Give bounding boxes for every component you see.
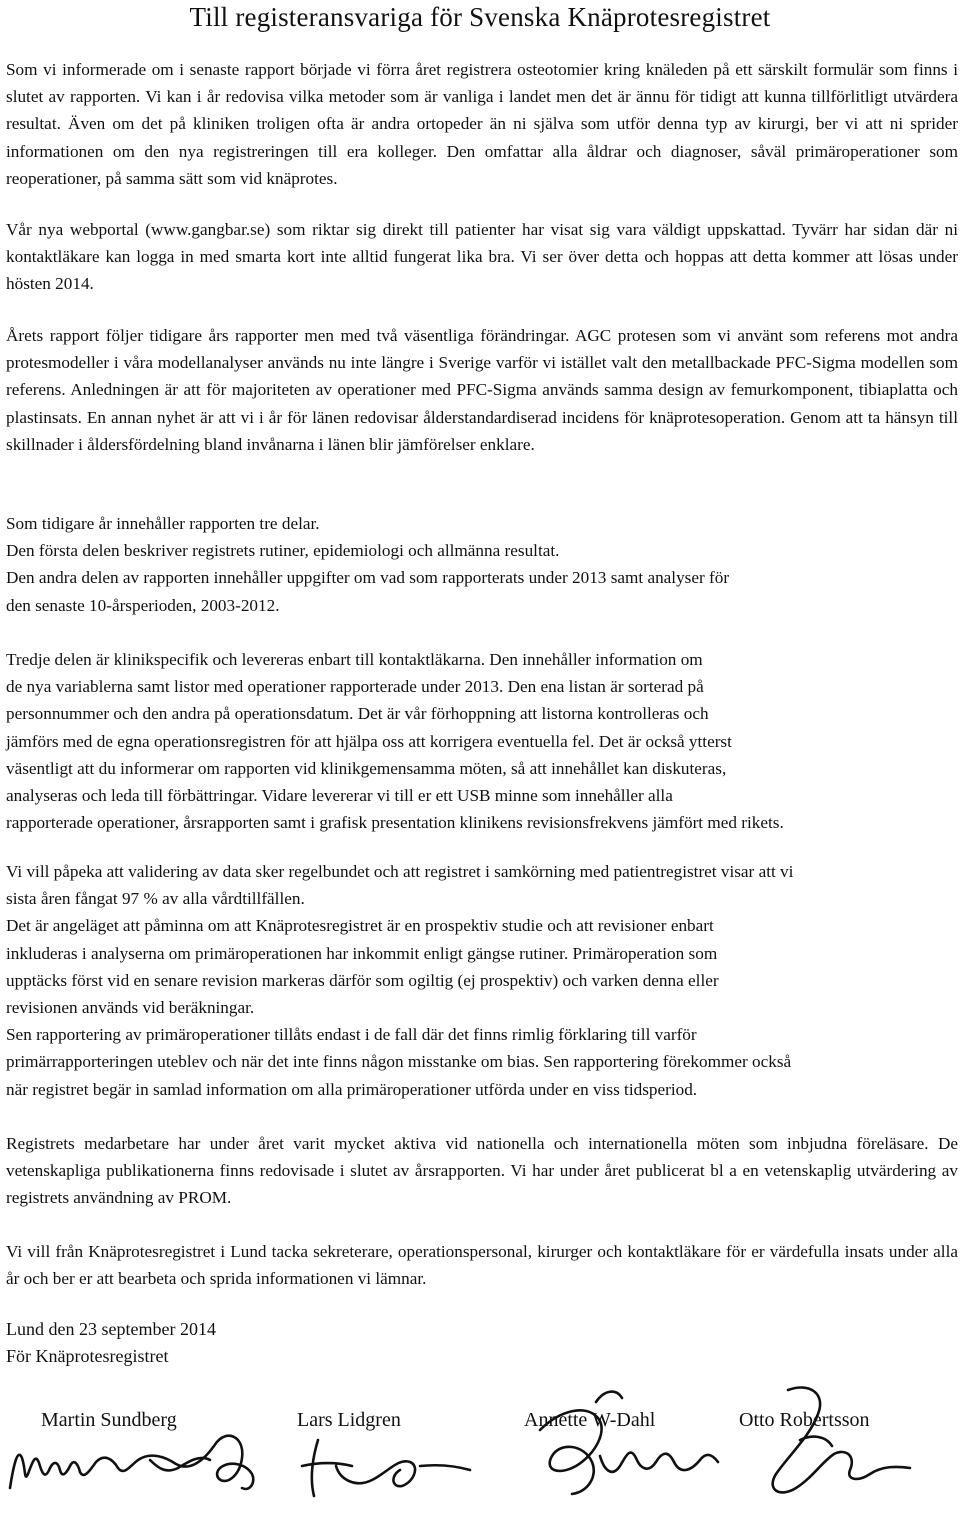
text-line: rapporterade operationer, årsrapporten samt i grafisk presentation klinikens revisionsfrekvens jämfört med rikets. <box>6 813 784 833</box>
organization-name: För Knäprotesregistret <box>6 1346 169 1366</box>
signatory-name: Lars Lidgren <box>297 1409 401 1431</box>
text-line: Den andra delen av rapporten innehåller uppgifter om vad som rapporterats under 2013 samt analyser för <box>6 568 730 588</box>
text-line: upptäcks först vid en senare revision markeras därför som ogiltig (ej prospektiv) och varken denna eller <box>6 970 719 990</box>
closing-block <box>6 1316 216 1370</box>
text-line: Som tidigare år innehåller rapporten tre delar. <box>6 514 320 533</box>
text-line: analyseras och leda till förbättringar. Vidare levererar vi till er ett USB minne som innehåller alla <box>6 786 673 806</box>
signatory-names <box>0 1406 960 1436</box>
paragraph-staff-activity: Registrets medarbetare har under året varit mycket aktiva vid nationella och internationella möten som inbjudna föreläsare. De vetenskapliga publikationerna finns redovisade i slutet av årsrapporten. Vi har under året publicerat bl a en vetenskaplig utvärdering av registrets användning av PROM. <box>6 1134 958 1208</box>
paragraph-clinic-specific <box>6 646 784 836</box>
signature-martin-sundberg <box>10 1436 253 1489</box>
text-line: den senaste 10-årsperioden, 2003-2012. <box>6 595 280 615</box>
signature-lars-lidgren <box>302 1440 470 1496</box>
text-line: Den första delen beskriver registrets rutiner, epidemiologi och allmänna resultat. <box>6 541 560 561</box>
signatory-name: Otto Robertsson <box>739 1409 870 1431</box>
paragraph-webportal: Vår nya webportal (www.gangbar.se) som riktar sig direkt till patienter har visat sig vara väldigt uppskattad. Tyvärr har sidan där ni kontaktläkare kan logga in med smarta kort inte alltid fungerat lika bra. Vi ser över detta och hoppas att detta kommer att lösas under hösten 2014. <box>6 220 958 294</box>
text-line: Det är angeläget att påminna om att Knäprotesregistret är en prospektiv studie och att revisioner enbart <box>6 916 714 936</box>
paragraph-osteotomy: Som vi informerade om i senaste rapport började vi förra året registrera osteotomier kring knäleden på ett särskilt formulär som finns i slutet av rapporten. Vi kan i år redovisa vilka metoder som är vanliga i landet men det är ännu för tidigt att kunna tillförlitligt utvärdera resultat. Även om det på kliniken troligen ofta är andra ortopeder än ni själva som utför denna typ av kirurgi, ber vi att ni sprider informationen om den nya registreringen till era kolleger. Den omfattar alla åldrar och diagnoser, såväl primäroperationer som reoperationer, på samma sätt som vid knäprotes. <box>6 60 958 188</box>
place-date: Lund den 23 september 2014 <box>6 1319 216 1339</box>
handwritten-signatures <box>0 1370 960 1518</box>
paragraph-report-parts <box>6 510 729 619</box>
signatory-name: Annette W-Dahl <box>524 1409 656 1431</box>
text-line: Tredje delen är klinikspecifik och levereras enbart till kontaktläkarna. Den innehåller information om <box>6 650 703 669</box>
signatory-name: Martin Sundberg <box>41 1409 177 1431</box>
text-line: väsentligt att du informerar om rapporten vid klinikgemensamma möten, så att innehållet kan diskuteras, <box>6 758 727 778</box>
text-line: jämförs med de egna operationsregistren för att hjälpa oss att korrigera eventuella fel. Det är också ytterst <box>6 731 732 751</box>
signature-otto-robertsson <box>773 1387 910 1492</box>
text-line: sista åren fångat 97 % av alla vårdtillfällen. <box>6 889 305 909</box>
text-line: Vi vill påpeka att validering av data sker regelbundet och att registret i samkörning med patientregistret visar att vi <box>6 862 794 881</box>
paragraph-thanks: Vi vill från Knäprotesregistret i Lund tacka sekreterare, operationspersonal, kirurger och kontaktläkare för er värdefulla insats under alla år och ber er att bearbeta och sprida informationen vi lämnar. <box>6 1242 958 1289</box>
text-line: Sen rapportering av primäroperationer tillåts endast i de fall där det finns rimlig förklaring till varför <box>6 1025 697 1045</box>
paragraph-validation <box>6 858 793 1103</box>
text-line: revisionen används vid beräkningar. <box>6 998 255 1018</box>
text-line: inkluderas i analyserna om primäroperationen har inkommit enligt gängse rutiner. Primäroperation som <box>6 943 718 963</box>
letter-title: Till registeransvariga för Svenska Knäprotesregistret <box>189 2 771 32</box>
text-line: personnummer och den andra på operationsdatum. Det är vår förhoppning att listorna kontrolleras och <box>6 704 709 724</box>
text-line: när registret begär in samlad information om alla primäroperationer utförda under en viss tidsperiod. <box>6 1079 698 1099</box>
paragraph-report-changes: Årets rapport följer tidigare års rapporter men med två väsentliga förändringar. AGC protesen som vi använt som referens mot andra protesmodeller i våra modellanalyser används nu inte längre i Sverige varför vi istället valt den metallbackade PFC-Sigma modellen som referens. Anledningen är att för majoriteten av operationer med PFC-Sigma används samma design av femurkomponent, tibiaplatta och plastinsats. En annan nyhet är att vi i år för länen redovisar ålderstandardiserad incidens för knäprotesoperation. Genom att ta hänsyn till skillnader i åldersfördelning bland invånarna i länen blir jämförelser enklare. <box>6 326 958 454</box>
text-line: de nya variablerna samt listor med operationer rapporterade under 2013. Den ena listan är sorterad på <box>6 677 704 697</box>
text-line: primärrapporteringen uteblev och när det inte finns någon misstanke om bias. Sen rapportering förekommer också <box>6 1052 792 1072</box>
